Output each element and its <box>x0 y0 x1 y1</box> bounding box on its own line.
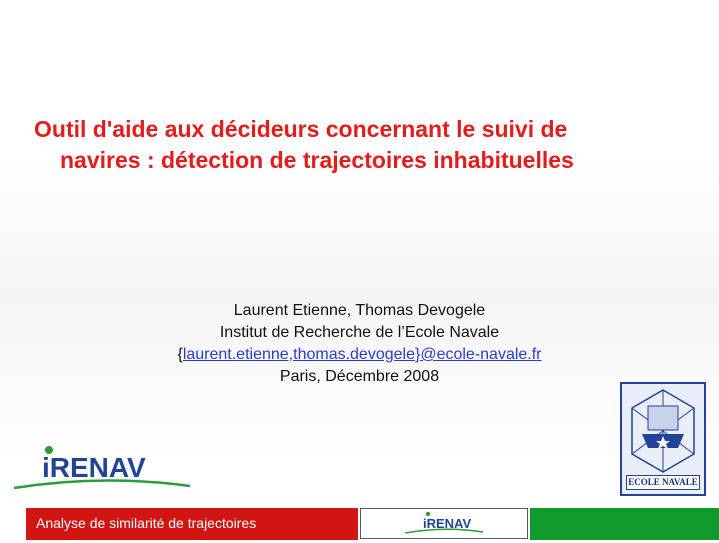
footer-bar <box>0 506 719 540</box>
email-prefix: { <box>177 346 183 363</box>
footer-left-spacer <box>0 508 26 540</box>
ship-emblem-icon <box>622 384 704 476</box>
author-block <box>0 300 719 388</box>
footer-logo-text: iRENAV <box>423 516 472 531</box>
date-place: Paris, Décembre 2008 <box>279 368 440 385</box>
footer-green-box <box>530 508 719 540</box>
email-link[interactable]: laurent.etienne,thomas.devogele}@ecole-navale.fr <box>182 346 542 363</box>
irenav-logo <box>12 444 192 494</box>
ecole-navale-logo <box>620 382 706 496</box>
footer-caption: Analyse de similarité de trajectoires <box>36 515 257 531</box>
author-names: Laurent Etienne, Thomas Devogele <box>233 302 486 319</box>
irenav-logo-swoosh <box>14 480 190 488</box>
slide-title <box>34 114 719 176</box>
irenav-logo-graphic <box>12 444 192 494</box>
footer-caption-box <box>26 508 358 540</box>
ecole-navale-label: ECOLE NAVALE <box>626 475 700 490</box>
title-line-1: Outil d'aide aux décideurs concernant le suivi de <box>34 116 568 142</box>
footer-logo-box <box>360 508 528 539</box>
email-line <box>0 344 719 366</box>
institute-name: Institut de Recherche de l’Ecole Navale <box>219 324 500 341</box>
footer-irenav-logo <box>361 509 527 538</box>
title-line-2: navires : détection de trajectoires inhabituelles <box>60 147 574 173</box>
irenav-logo-text: iRENAV <box>42 452 146 483</box>
